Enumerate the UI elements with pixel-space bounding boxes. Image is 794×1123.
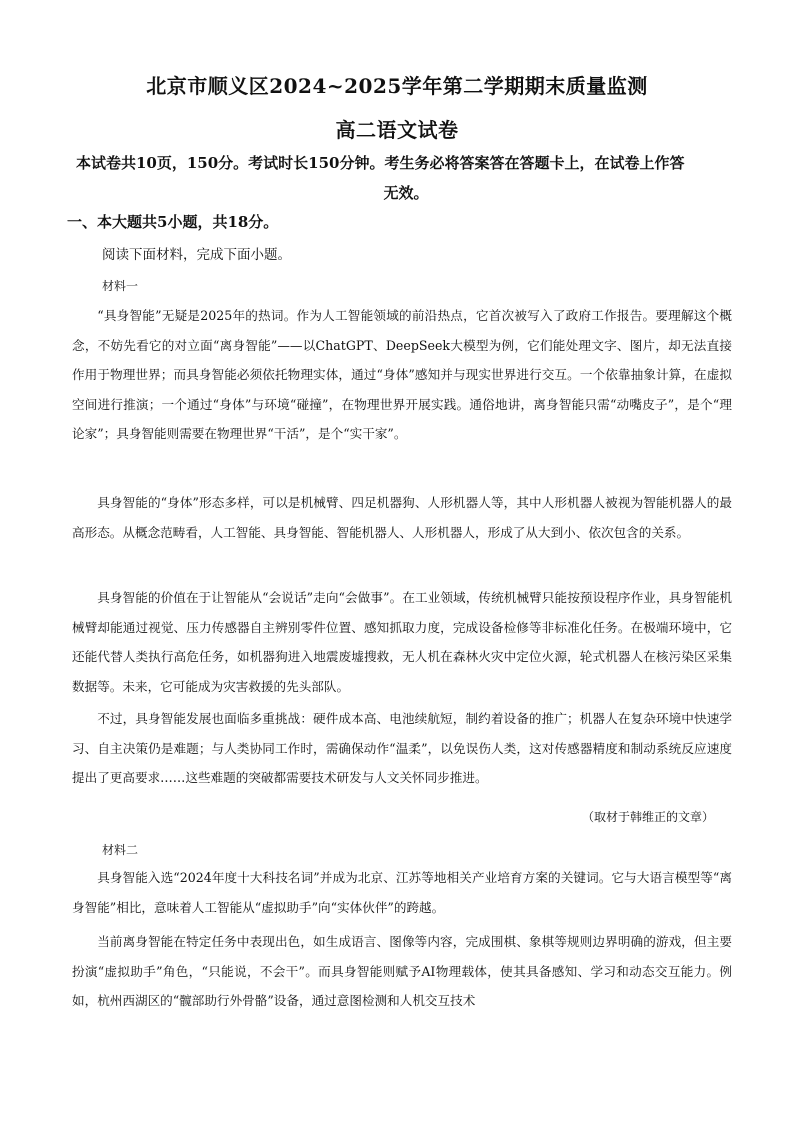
material1-paragraph-3: 具身智能的价值在于让智能从“会说话”走向“会做事”。在工业领域，传统机械臂只能按预设程序作业，具身智能机械臂却能通过视觉、压力传感器自主辨别零件位置、感知抓取力度，完成设备检修等非标准化任务。在极端环境中，它还能代替人类执行高危任务，如机器狗进入地震废墟搜救，无人机在森林火灾中定位火源，轮式机器人在核污染区采集数据等。未来，它可能成为灾害救援的先头部队。: [72, 590, 732, 694]
section-heading: 一、本大题共5小题，共18分。: [67, 213, 279, 231]
section-intro: 阅读下面材料，完成下面小题。: [102, 247, 291, 263]
exam-instructions-end: 无效。: [383, 184, 429, 202]
exam-title: 北京市顺义区2024~2025学年第二学期期末质量监测: [146, 74, 648, 98]
material2-paragraph-2: 当前离身智能在特定任务中表现出色，如生成语言、图像等内容，完成围棋、象棋等规则边界明确的游戏，但主要扮演“虚拟助手”角色，“只能说，不会干”。而具身智能则赋予AI物理载体，使其具备感知、学习和动态交互能力。例如，杭州西湖区的“髋部助行外骨骼”设备，通过意图检测和人机交互技术: [72, 934, 732, 1009]
material1-paragraph-1: “具身智能”无疑是2025年的热词。作为人工智能领域的前沿热点，它首次被写入了政府工作报告。要理解这个概念，不妨先看它的对立面“离身智能”——以ChatGPT、DeepSeek大模型为例，它们能处理文字、图片，却无法直接作用于物理世界；而具身智能必须依托物理实体，通过“身体”感知并与现实世界进行交互。一个依靠抽象计算，在虚拟空间进行推演；一个通过“身体”与环境“碰撞”，在物理世界开展实践。通俗地讲，离身智能只需“动嘴皮子”，是个“理论家”；具身智能则需要在物理世界“干活”，是个“实干家”。: [72, 308, 732, 442]
material2-label: 材料二: [102, 843, 139, 857]
material1-paragraph-2: 具身智能的“身体”形态多样，可以是机械臂、四足机器狗、人形机器人等，其中人形机器人被视为智能机器人的最高形态。从概念范畴看，人工智能、具身智能、智能机器人、人形机器人，形成了从大到小、依次包含的关系。: [72, 495, 732, 540]
exam-instructions-line: 本试卷共10页，150分。考试时长150分钟。考生务必将答案答在答题卡上，在试卷上作答: [76, 154, 685, 172]
exam-subtitle: 高二语文试卷: [335, 118, 459, 142]
material1-source: （取材于韩维正的文章）: [581, 810, 714, 824]
material1-paragraph-4: 不过，具身智能发展也面临多重挑战：硬件成本高、电池续航短，制约着设备的推广；机器人在复杂环境中快速学习、自主决策仍是难题；与人类协同工作时，需确保动作“温柔”，以免误伤人类，这对传感器精度和制动系统反应速度提出了更高要求……这些难题的突破都需要技术研发与人文关怀同步推进。: [72, 711, 732, 786]
material2-paragraph-1: 具身智能入选“2024年度十大科技名词”并成为北京、江苏等地相关产业培育方案的关键词。它与大语言模型等“离身智能”相比，意味着人工智能从“虚拟助手”向“实体伙伴”的跨越。: [72, 870, 732, 915]
exam-instructions: [76, 148, 736, 208]
material1-label: 材料一: [102, 279, 139, 293]
